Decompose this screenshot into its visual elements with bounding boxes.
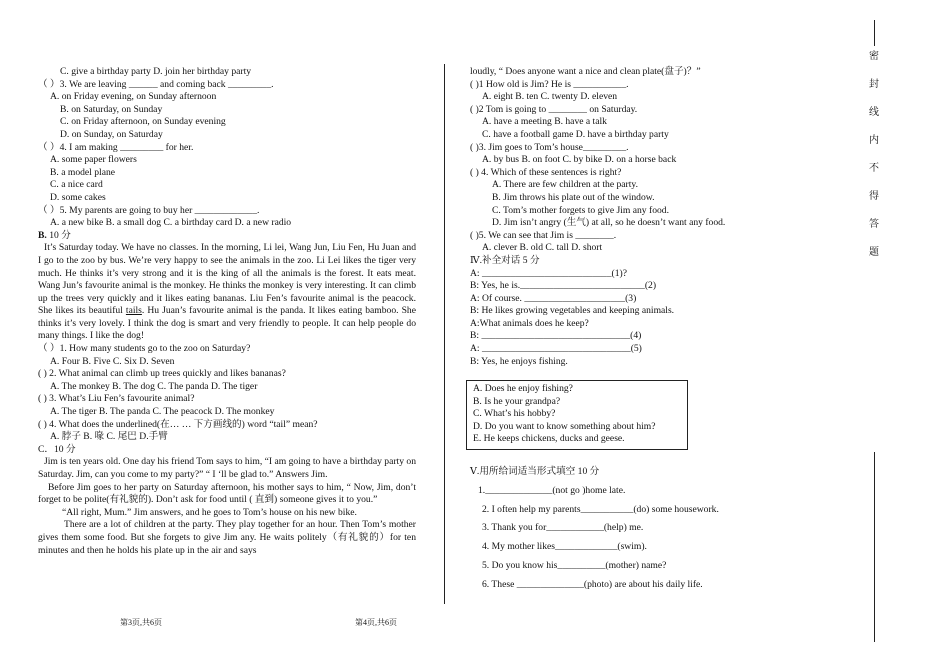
section-c-heading: C．10 分 <box>38 443 76 455</box>
passage-paragraph: Before Jim goes to her party on Saturday afternoon, his mother says to him, “ Now, Jim, don’t forget to be polite(有礼貌的). Don’t ask for food until ( 直到) someone gives it to you.” <box>38 481 416 506</box>
dialogue-option: D. Do you want to know something about him? <box>473 420 656 432</box>
passage-paragraph: There are a lot of children at the party. They play together for an hour. Then Tom’s mother gives them some food. But she forgets to give Jim any. He waits politely（有礼貌的）for ten minutes and then he holds his plate up in the air and says <box>38 519 416 556</box>
question-line: ( )5. We can see that Jim is ________. <box>470 229 617 241</box>
question-line: （ ）4. I am making _________ for her. <box>38 141 194 153</box>
question-line: A. on Friday evening, on Sunday afternoon <box>50 91 217 103</box>
binding-char: 封 <box>869 79 879 90</box>
question-line: ( ) 2. What animal can climb up trees quickly and likes bananas? <box>38 368 286 380</box>
question-line: ( )3. Jim goes to Tom’s house_________. <box>470 141 629 153</box>
question-line: A: ___________________________(1)? <box>470 267 627 279</box>
passage-paragraph: “All right, Mum.” Jim answers, and he goes to Tom’s house on his new bike. <box>62 506 357 518</box>
question-line: A. 脖子 B. 喙 C. 尾巴 D.手臂 <box>50 431 168 443</box>
question-line: C. have a football game D. have a birthday party <box>482 128 669 140</box>
question-line: C. a nice card <box>50 179 103 191</box>
question-line: C. on Friday afternoon, on Sunday evening <box>60 116 226 128</box>
dialogue-options-box <box>466 380 688 450</box>
footer-right-page: 第4页,共6页 <box>355 618 397 627</box>
left-question-lines <box>38 66 416 230</box>
binding-char: 不 <box>869 163 879 174</box>
section-5-heading: Ⅴ.用所给词适当形式填空 10 分 <box>470 466 600 477</box>
question-line: A: _______________________________(5) <box>470 343 642 355</box>
question-line: B: Yes, he is.__________________________(2) <box>470 280 657 292</box>
section-5-items <box>470 485 719 592</box>
question-line: A:What animals does he keep? <box>470 317 589 329</box>
question-line: B: _______________________________(4) <box>470 330 642 342</box>
right-column <box>470 66 770 368</box>
question-line: A. a new bike B. a small dog C. a birthday card D. a new radio <box>50 217 292 229</box>
question-line: ( )1 How old is Jim? He is ___________. <box>470 78 629 90</box>
zoo-questions <box>38 343 416 444</box>
question-line: Ⅳ.补全对话 5 分 <box>470 254 540 266</box>
binding-char: 得 <box>869 191 879 202</box>
question-line: （ ）3. We are leaving ______ and coming back _________. <box>38 78 274 90</box>
left-column <box>38 66 416 557</box>
binding-line-bottom <box>874 452 875 642</box>
binding-margin-text <box>866 50 882 260</box>
fill-in-item: 3. Thank you for____________(help) me. <box>482 522 644 534</box>
question-line: C. give a birthday party D. join her birthday party <box>60 66 252 77</box>
passage-paragraph: Jim is ten years old. One day his friend Tom says to him, “I am going to have a birthday party on Saturday. Jim, can you come to my party?” “ I ‘ll be glad to.” Answers Jim. <box>38 456 416 480</box>
fill-in-item: 1.______________(not go )home late. <box>478 484 626 496</box>
question-line: loudly, “ Does anyone want a nice and clean plate(盘子)？” <box>470 66 701 77</box>
question-line: ( )2 Tom is going to ________ on Saturday. <box>470 103 638 115</box>
underlined-word: tails <box>125 305 142 317</box>
question-line: A. The monkey B. The dog C. The panda D. The tiger <box>50 380 258 392</box>
zoo-passage <box>38 242 416 343</box>
binding-char: 题 <box>869 247 879 258</box>
zoo-passage-part-1: It’s Saturday today. We have no classes. In the morning, Li lei, Wang Jun, Liu Fen, Hu Juan and I go to the zoo by bus. We’re very happy to see the animals in the zoo. Li Lei likes the tiger very much. He thinks it’s very strong and it is the king of all the animals is the forest. It eats meat. Wang Jun’s favourite animal is the monkey. He thinks the monkey is very interesting. It can climb up the trees very quickly and it likes eating bananas. Liu Fen’s favourite animal is the peacock. She likes its beautiful <box>38 242 416 317</box>
question-line: B. on Saturday, on Sunday <box>60 103 163 115</box>
dialogue-options <box>473 383 681 446</box>
question-line: B. a model plane <box>50 166 116 178</box>
question-line: ( ) 4. What does the underlined(在… … 下方画线的) word “tail” mean? <box>38 418 318 430</box>
fill-in-item: 5. Do you know his__________(mother) name? <box>482 559 667 571</box>
question-line: A: Of course. _____________________(3) <box>470 292 637 304</box>
question-line: （ ）1. How many students go to the zoo on Saturday? <box>38 343 251 355</box>
column-divider <box>444 64 445 604</box>
binding-char: 内 <box>869 135 879 146</box>
fill-in-item: 2. I often help my parents___________(do) some housework. <box>482 503 719 515</box>
dialogue-option: C. What’s his hobby? <box>473 408 556 420</box>
question-line: ( ) 3. What’s Liu Fen’s favourite animal? <box>38 393 195 405</box>
question-line: ( ) 4. Which of these sentences is right? <box>470 166 622 178</box>
binding-line-top <box>874 20 875 46</box>
question-line: A. have a meeting B. have a talk <box>482 116 607 128</box>
section-b-points: 10 分 <box>46 229 71 241</box>
footer-left-page: 第3页,共6页 <box>120 618 162 627</box>
section-b-letter: B. <box>38 229 47 241</box>
section-b-heading <box>38 230 416 243</box>
fill-in-item: 6. These ______________(photo) are about his daily life. <box>482 578 703 590</box>
dialogue-option: E. He keeps chickens, ducks and geese. <box>473 433 625 445</box>
question-line: （ ）5. My parents are going to buy her _____________. <box>38 204 260 216</box>
question-line: A. There are few children at the party. <box>492 179 638 191</box>
party-passage <box>38 456 416 557</box>
question-line: B: Yes, he enjoys fishing. <box>470 355 568 367</box>
question-line: A. The tiger B. The panda C. The peacock D. The monkey <box>50 406 275 418</box>
fill-in-item: 4. My mother likes_____________(swim). <box>482 541 647 553</box>
question-line: A. clever B. old C. tall D. short <box>482 242 603 254</box>
dialogue-option: A. Does he enjoy fishing? <box>473 383 573 394</box>
right-question-lines <box>470 66 770 368</box>
question-line: C. Tom’s mother forgets to give Jim any food. <box>492 204 669 216</box>
question-line: D. some cakes <box>50 191 106 203</box>
binding-char: 答 <box>869 219 879 230</box>
zoo-passage-part-2: . Hu Juan’s favourite animal is the panda. It likes eating bamboo. She thinks it’s very lovely. I think the dog is smart and very friendly to people. It can help people do many things. I like the dog! <box>38 305 416 342</box>
question-line: D. Jim isn’t angry (生气) at all, so he doesn’t want any food. <box>492 217 726 229</box>
section-5 <box>470 466 719 591</box>
question-line: D. on Sunday, on Saturday <box>60 128 163 140</box>
dialogue-option: B. Is he your grandpa? <box>473 395 561 407</box>
binding-char: 密 <box>869 51 879 62</box>
question-line: B: He likes growing vegetables and keeping animals. <box>470 305 675 317</box>
question-line: A. eight B. ten C. twenty D. eleven <box>482 91 618 103</box>
question-line: A. Four B. Five C. Six D. Seven <box>50 355 175 367</box>
question-line: A. by bus B. on foot C. by bike D. on a horse back <box>482 154 677 166</box>
question-line: A. some paper flowers <box>50 154 137 166</box>
binding-char: 线 <box>869 107 879 118</box>
question-line: B. Jim throws his plate out of the window. <box>492 191 655 203</box>
